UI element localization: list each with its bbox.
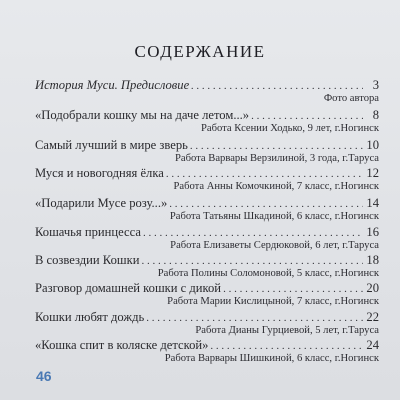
page-title: СОДЕРЖАНИЕ [134,42,266,61]
toc-entry-credit: Работа Елизаветы Сердюковой, 6 лет, г.Таруса [170,240,379,251]
toc-leader-dots [141,254,363,268]
toc-leader-dots [251,109,363,123]
toc-entry-line [35,108,379,122]
toc-entry-line [35,310,379,324]
toc-entry-line [35,78,379,92]
toc-entry [35,138,379,165]
toc-leader-dots [223,282,363,296]
toc-entry-page: 24 [366,338,379,352]
toc-entry-page: 12 [366,166,379,180]
toc-entry [35,338,379,365]
toc-entry-line [35,225,379,239]
toc-entry-credit: Работа Полины Соломоновой, 5 класс, г.Ногинск [157,268,379,279]
toc-entry-title: «Кошка спит в коляске детской» [35,338,209,352]
toc-entry-page: 18 [366,253,379,267]
toc-entry [35,225,379,252]
toc-entry [35,108,379,135]
toc-entry-page: 3 [372,78,379,92]
toc-entry-credit: Работа Варвары Шишкиной, 6 класс, г.Ногинск [164,353,379,364]
toc-entry-line [35,138,379,152]
toc-entry-title: Самый лучший в мире зверь [35,138,188,152]
toc-entry-page: 22 [366,310,379,324]
toc-entry-line [35,196,379,210]
toc-leader-dots [210,339,363,353]
toc-entry-credit: Работа Анны Комочкиной, 7 класс, г.Ногинск [173,181,379,192]
toc-entry-title: История Муси. Предисловие [35,78,190,92]
toc-leader-dots [166,167,363,181]
page-number: 46 [36,368,52,384]
toc-entry-credit: Работа Ксении Ходько, 9 лет, г.Ногинск [201,123,379,134]
toc-leader-dots [191,79,363,93]
toc-leader-dots [143,226,363,240]
toc-entry-credit: Работа Дианы Гурциевой, 5 лет, г.Таруса [195,325,379,336]
toc-entry-page: 10 [366,138,379,152]
toc-entry-title: «Подобрали кошку мы на даче летом...» [35,108,250,122]
toc-leader-dots [146,311,363,325]
toc-entry-page: 14 [366,196,379,210]
toc-entry-credit: Работа Татьяны Шкадиной, 6 класс, г.Ногинск [169,211,379,222]
toc-entry [35,281,379,308]
toc-leader-dots [190,139,363,153]
toc-entry-line [35,166,379,180]
toc-entry-page: 8 [372,108,379,122]
toc-entry-page: 16 [366,225,379,239]
toc-leader-dots [169,197,363,211]
toc-entry-line [35,338,379,352]
toc-entry [35,78,379,105]
toc-entry-title: «Подарили Мусе розу...» [35,196,168,210]
toc-entry-credit: Фото автора [323,93,379,104]
toc-entry-title: Кошачья принцесса [35,225,141,239]
toc-entry-credit: Работа Марии Кислицыной, 7 класс, г.Ногинск [167,296,379,307]
toc-entry-title: Муся и новогодняя ёлка [35,166,164,180]
toc-entry-title: Кошки любят дождь [35,310,145,324]
toc-entry [35,196,379,223]
toc-entry-title: В созвездии Кошки [35,253,140,267]
toc-entry-line [35,253,379,267]
toc-entry-credit: Работа Варвары Верзилиной, 3 года, г.Таруса [175,153,379,164]
toc-entry [35,310,379,337]
toc-entry [35,166,379,193]
toc-entry-line [35,281,379,295]
toc-entry [35,253,379,280]
toc-entry-title: Разговор домашней кошки с дикой [35,281,222,295]
toc-entry-page: 20 [366,281,379,295]
